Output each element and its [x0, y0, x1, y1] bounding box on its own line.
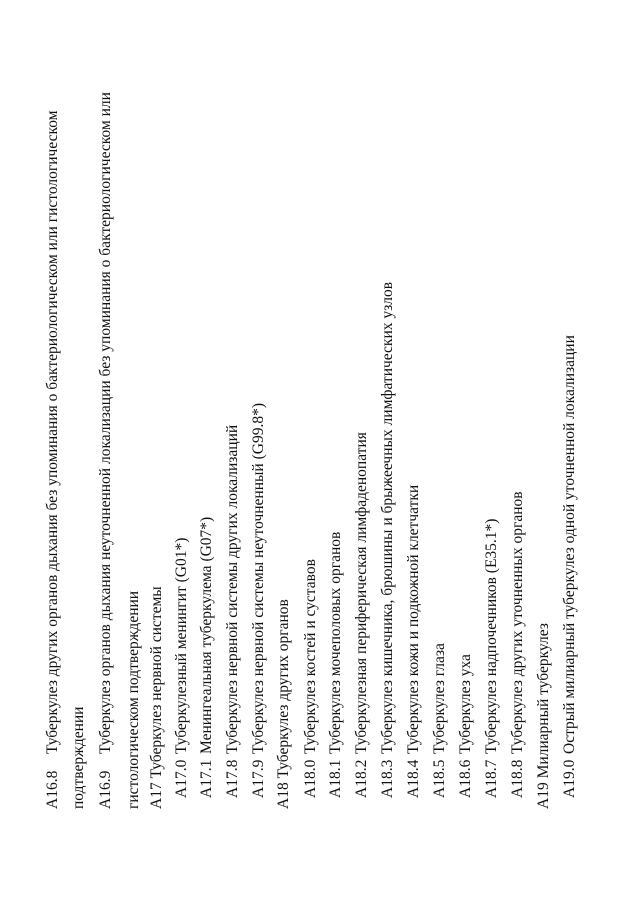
entry-text: Туберкулез надпочечников (E35.1*) [483, 518, 500, 754]
entry-text: подтверждении [70, 706, 87, 809]
entry-text: Туберкулез других уточненных органов [509, 491, 526, 754]
entry-code: A19.0 [561, 759, 578, 798]
entry-text: Туберкулез костей и суставов [302, 559, 319, 754]
entry-text: Туберкулез глаза [431, 643, 448, 754]
entry-code: A18.1 [327, 759, 344, 798]
entry-code: A17.0 [173, 759, 190, 798]
entry-code: A18.3 [379, 759, 396, 798]
entry-text: Менингеальная туберкулема (G07*) [198, 516, 215, 754]
group-heading-text: A18 Туберкулез других органов [275, 599, 292, 809]
entry-text: Острый милиарный туберкулез одной уточненной локализации [561, 335, 578, 754]
entry-text: Туберкулез мочеполовых органов [327, 531, 344, 754]
entry-code: A18.7 [483, 759, 500, 798]
entry-code: A17.8 [224, 759, 241, 798]
entry-code: A16.9 [97, 770, 114, 809]
entry-code: A17.9 [250, 759, 267, 798]
entry-code: A18.0 [302, 759, 319, 798]
entry-code: A18.6 [457, 759, 474, 798]
entry-text: Туберкулез кожи и подкожной клетчатки [405, 484, 422, 754]
entry-text: Туберкулез других органов дыхания без упоминания о бактериологическом или гистологическом [44, 110, 61, 754]
entry-code: A17.1 [198, 759, 215, 798]
entry-code: A18.8 [509, 759, 526, 798]
entry-code: A18.4 [405, 759, 422, 798]
entry-text: Туберкулез органов дыхания неуточненной локализации без упоминания о бактериологическом или [97, 92, 114, 754]
entry-text: Туберкулез нервной системы других локализаций [224, 424, 241, 754]
entry-text: гистологическом подтверждении [125, 590, 142, 809]
entry-text: Туберкулез нервной системы неуточненный (G99.8*) [250, 403, 267, 754]
entry-text: Туберкулез уха [457, 654, 474, 754]
entry-code: A18.5 [431, 759, 448, 798]
group-heading-text: A19 Милиарный туберкулез [535, 623, 552, 809]
entry-text: Туберкулез кишечника, брюшины и брыжеечных лимфатических узлов [379, 281, 396, 754]
entry-text: Туберкулезный менингит (G01*) [173, 537, 190, 754]
group-heading-text: A17 Туберкулез нервной системы [148, 586, 165, 809]
entry-code: A18.2 [353, 759, 370, 798]
entry-code: A16.8 [44, 770, 61, 809]
entry-text: Туберкулезная периферическая лимфаденопатия [353, 432, 370, 754]
